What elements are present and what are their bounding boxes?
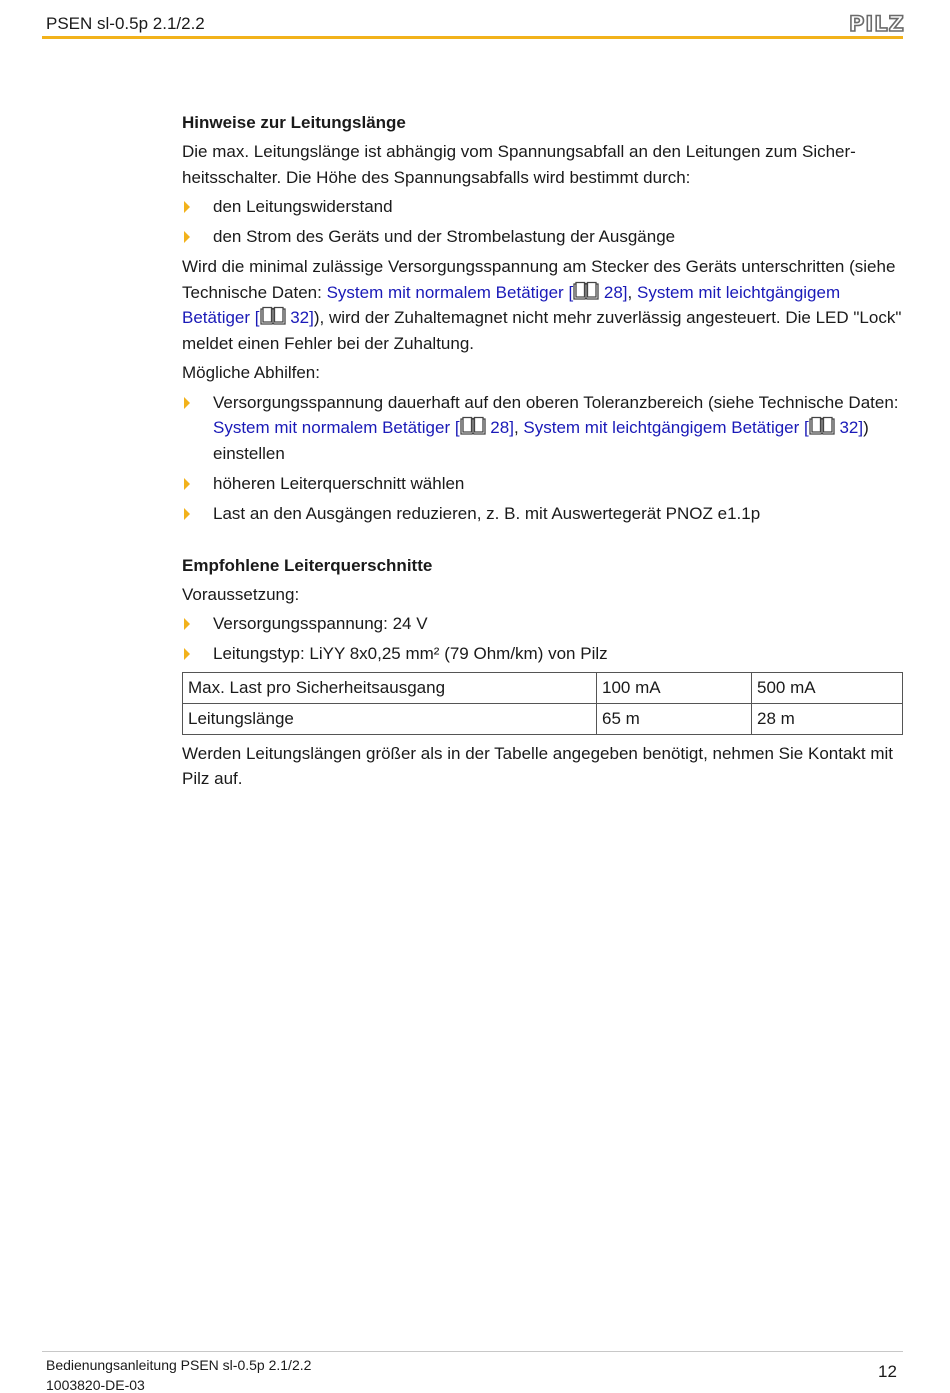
section-heading-conductor-cross-sections: Empfohlene Leiterquerschnitte [182, 555, 433, 575]
document-title: PSEN sl-0.5p 2.1/2.2 [46, 14, 205, 33]
bullet-arrow-icon [184, 231, 190, 243]
bullet-arrow-icon [184, 648, 190, 660]
footer-manual-title: Bedienungsanleitung PSEN sl-0.5p 2.1/2.2 [46, 1357, 312, 1373]
table-row [183, 672, 903, 703]
cable-length-table [182, 672, 903, 735]
intro-paragraph: Die max. Leitungslänge ist abhängig vom Spannungsabfall an den Leitungen zum Sicherheitsschalter. Die Höhe des Spannungsabfalls wird bestimmt durch: [182, 142, 856, 187]
remedies-label: Mögliche Abhilfen: [182, 363, 320, 382]
book-icon [809, 416, 835, 436]
table-cell: 28 m [752, 703, 903, 734]
section-heading-cable-length: Hinweise zur Leitungslänge [182, 113, 406, 132]
list-item: den Leitungswiderstand [182, 194, 903, 220]
prerequisite-label: Voraussetzung: [182, 584, 300, 604]
page-number: 12 [878, 1362, 897, 1381]
pilz-logo: PILZ [849, 12, 905, 36]
table-row [183, 703, 903, 734]
link-system-normal-actuator[interactable]: System mit normalem Betätiger [ 28] [326, 282, 628, 302]
footer-doc-number: 1003820-DE-03 [46, 1377, 145, 1393]
undervoltage-paragraph: Wird die minimal zulässige Versorgungsspannung am Stecker des Geräts unterschritten (siehe Technische Daten: System mit normalem Betätiger [ 28], System mit leichtgängigem Betätiger [ 32]), wird der Zuhaltemagnet nicht mehr zuverlässig angesteuert. Die LED "Lock" meldet einen Fehler bei der Zuhaltung. [182, 257, 902, 353]
link-system-smooth-actuator[interactable]: System mit leichtgängigem Betätiger [ 32] [182, 282, 841, 327]
table-cell: 65 m [597, 703, 752, 734]
bullet-arrow-icon [184, 397, 190, 409]
bullet-arrow-icon [184, 618, 190, 630]
table-cell: Leitungslänge [183, 703, 597, 734]
book-icon [460, 416, 486, 436]
remedies-list [182, 390, 903, 527]
list-item: Last an den Ausgängen reduzieren, z. B. mit Auswertegerät PNOZ e1.1p [182, 501, 903, 527]
footer-divider [42, 1351, 903, 1352]
voltage-drop-factors-list [182, 194, 903, 250]
list-item: Versorgungsspannung: 24 V [182, 611, 903, 637]
list-item: Versorgungsspannung dauerhaft auf den oberen Toleranzbereich (siehe Technische Daten: System mit normalem Betätiger [ 28], System mit leichtgängigem Betätiger [ 32]) einstellen [182, 390, 903, 467]
link-system-normal-actuator[interactable]: System mit normalem Betätiger [ 28] [213, 418, 514, 437]
bullet-arrow-icon [184, 201, 190, 213]
book-icon [573, 281, 599, 301]
closing-paragraph: Werden Leitungslängen größer als in der Tabelle angegeben benötigt, nehmen Sie Kontakt mit Pilz auf. [182, 743, 894, 788]
table-cell: Max. Last pro Sicherheitsausgang [183, 672, 597, 703]
table-cell: 100 mA [597, 672, 752, 703]
link-system-smooth-actuator[interactable]: System mit leichtgängigem Betätiger [ 32] [523, 418, 864, 437]
book-icon [260, 306, 286, 326]
page-content [182, 110, 903, 796]
list-item: Leitungstyp: LiYY 8x0,25 mm² (79 Ohm/km) von Pilz [182, 641, 903, 667]
table-cell: 500 mA [752, 672, 903, 703]
bullet-arrow-icon [184, 508, 190, 520]
list-item: höheren Leiterquerschnitt wählen [182, 471, 903, 497]
bullet-arrow-icon [184, 478, 190, 490]
prerequisites-list [182, 611, 903, 667]
header-divider [42, 36, 903, 39]
list-item: den Strom des Geräts und der Strombelastung der Ausgänge [182, 224, 903, 250]
